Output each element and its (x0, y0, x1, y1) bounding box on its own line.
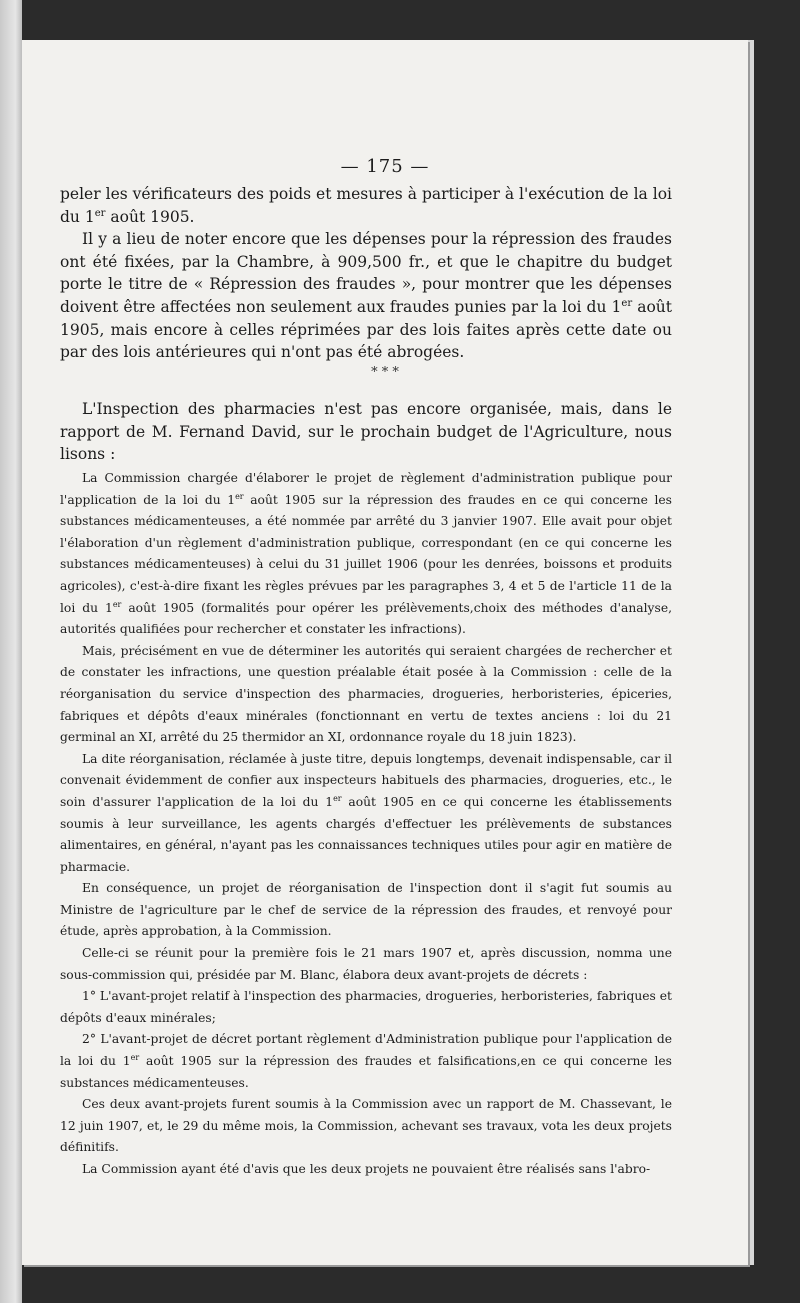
top-text-block (60, 183, 672, 364)
adjacent-page-edge (0, 0, 22, 1303)
paragraph: 1° L'avant-projet relatif à l'inspection des pharmacies, drogueries, herboristeries, fabriques et dépôts d'eaux minérales; (60, 989, 672, 1025)
paragraph: 2° L'avant-projet de décret portant règlement d'Administration publique pour l'application de la loi du 1er août 1905 sur la répression des fraudes et falsifications,en ce qui concerne les substances médicamenteuses. (60, 1032, 672, 1090)
intro-text-block (60, 398, 672, 466)
paragraph: La Commission ayant été d'avis que les deux projets ne pouvaient être réalisés sans l'abro- (82, 1162, 651, 1176)
paragraph: Ces deux avant-projets furent soumis à la Commission avec un rapport de M. Chassevant, le 12 juin 1907, et, le 29 du même mois, la Commission, achevant ses travaux, vota les deux projets définitifs. (60, 1097, 672, 1155)
paragraph: Mais, précisément en vue de déterminer les autorités qui seraient chargées de rechercher et de constater les infractions, une question préalable était posée à la Commission : celle de la réorganisation du service d'inspection des pharmacies, drogueries, herboristeries, épiceries, fabriques et dépôts d'eaux minérales (fonctionnant en vertu de textes anciens : loi du 21 germinal an XI, arrêté du 25 thermidor an XI, ordonnance royale du 18 juin 1823). (60, 643, 672, 745)
paragraph: L'Inspection des pharmacies n'est pas encore organisée, mais, dans le rapport de M. Fernand David, sur le prochain budget de l'Agriculture, nous lisons : (60, 400, 672, 464)
paragraph: En conséquence, un projet de réorganisation de l'inspection dont il s'agit fut soumis au Ministre de l'agriculture par le chef de service de la répression des fraudes, et renvoyé pour étude, après approbation, à la Commission. (60, 881, 672, 939)
paragraph: La dite réorganisation, réclamée à juste titre, depuis longtemps, devenait indispensable, car il convenait évidemment de confier aux inspecteurs habituels des pharmacies, drogueries, etc., le soin d'assurer l'application de la loi du 1er août 1905 en ce qui concerne les établissements soumis à leur surveillance, les agents chargés d'effectuer les prélèvements de substances alimentaires, en général, n'ayant pas les connaissances techniques utiles pour agir en matière de pharmacie. (60, 751, 672, 874)
document-page (22, 40, 748, 1265)
paragraph: Celle-ci se réunit pour la première fois le 21 mars 1907 et, après discussion, nomma une sous-commission qui, présidée par M. Blanc, élabora deux avant-projets de décrets : (60, 946, 672, 982)
section-separator: * * * (371, 365, 399, 380)
quoted-report (60, 468, 672, 1181)
paragraph: Il y a lieu de noter encore que les dépenses pour la répression des fraudes ont été fixées, par la Chambre, à 909,500 fr., et que le chapitre du budget porte le titre de « Répression des fraudes », pour montrer que les dépenses doivent être affectées non seulement aux fraudes punies par la loi du 1er août 1905, mais encore à celles réprimées par des lois faites après cette date ou par des lois antérieures qui n'ont pas été abrogées. (60, 230, 672, 362)
paragraph: La Commission chargée d'élaborer le projet de règlement d'administration publique pour l'application de la loi du 1er août 1905 sur la répression des fraudes en ce qui concerne les substances médicamenteuses, a été nommée par arrêté du 3 janvier 1907. Elle avait pour objet l'élaboration d'un règlement d'administration publique, correspondant (en ce qui concerne les substances médicamenteuses) à celui du 31 juillet 1906 (pour les denrées, boissons et produits agricoles), c'est-à-dire fixant les règles prévues par les paragraphes 3, 4 et 5 de l'article 11 de la loi du 1er août 1905 (formalités pour opérer les prélèvements,choix des méthodes d'analyse, autorités qualifiées pour rechercher et constater les infractions). (60, 471, 673, 637)
page-number: — 175 — (340, 156, 430, 177)
paragraph: peler les vérificateurs des poids et mesures à participer à l'exécution de la loi du 1er août 1905. (60, 185, 672, 226)
